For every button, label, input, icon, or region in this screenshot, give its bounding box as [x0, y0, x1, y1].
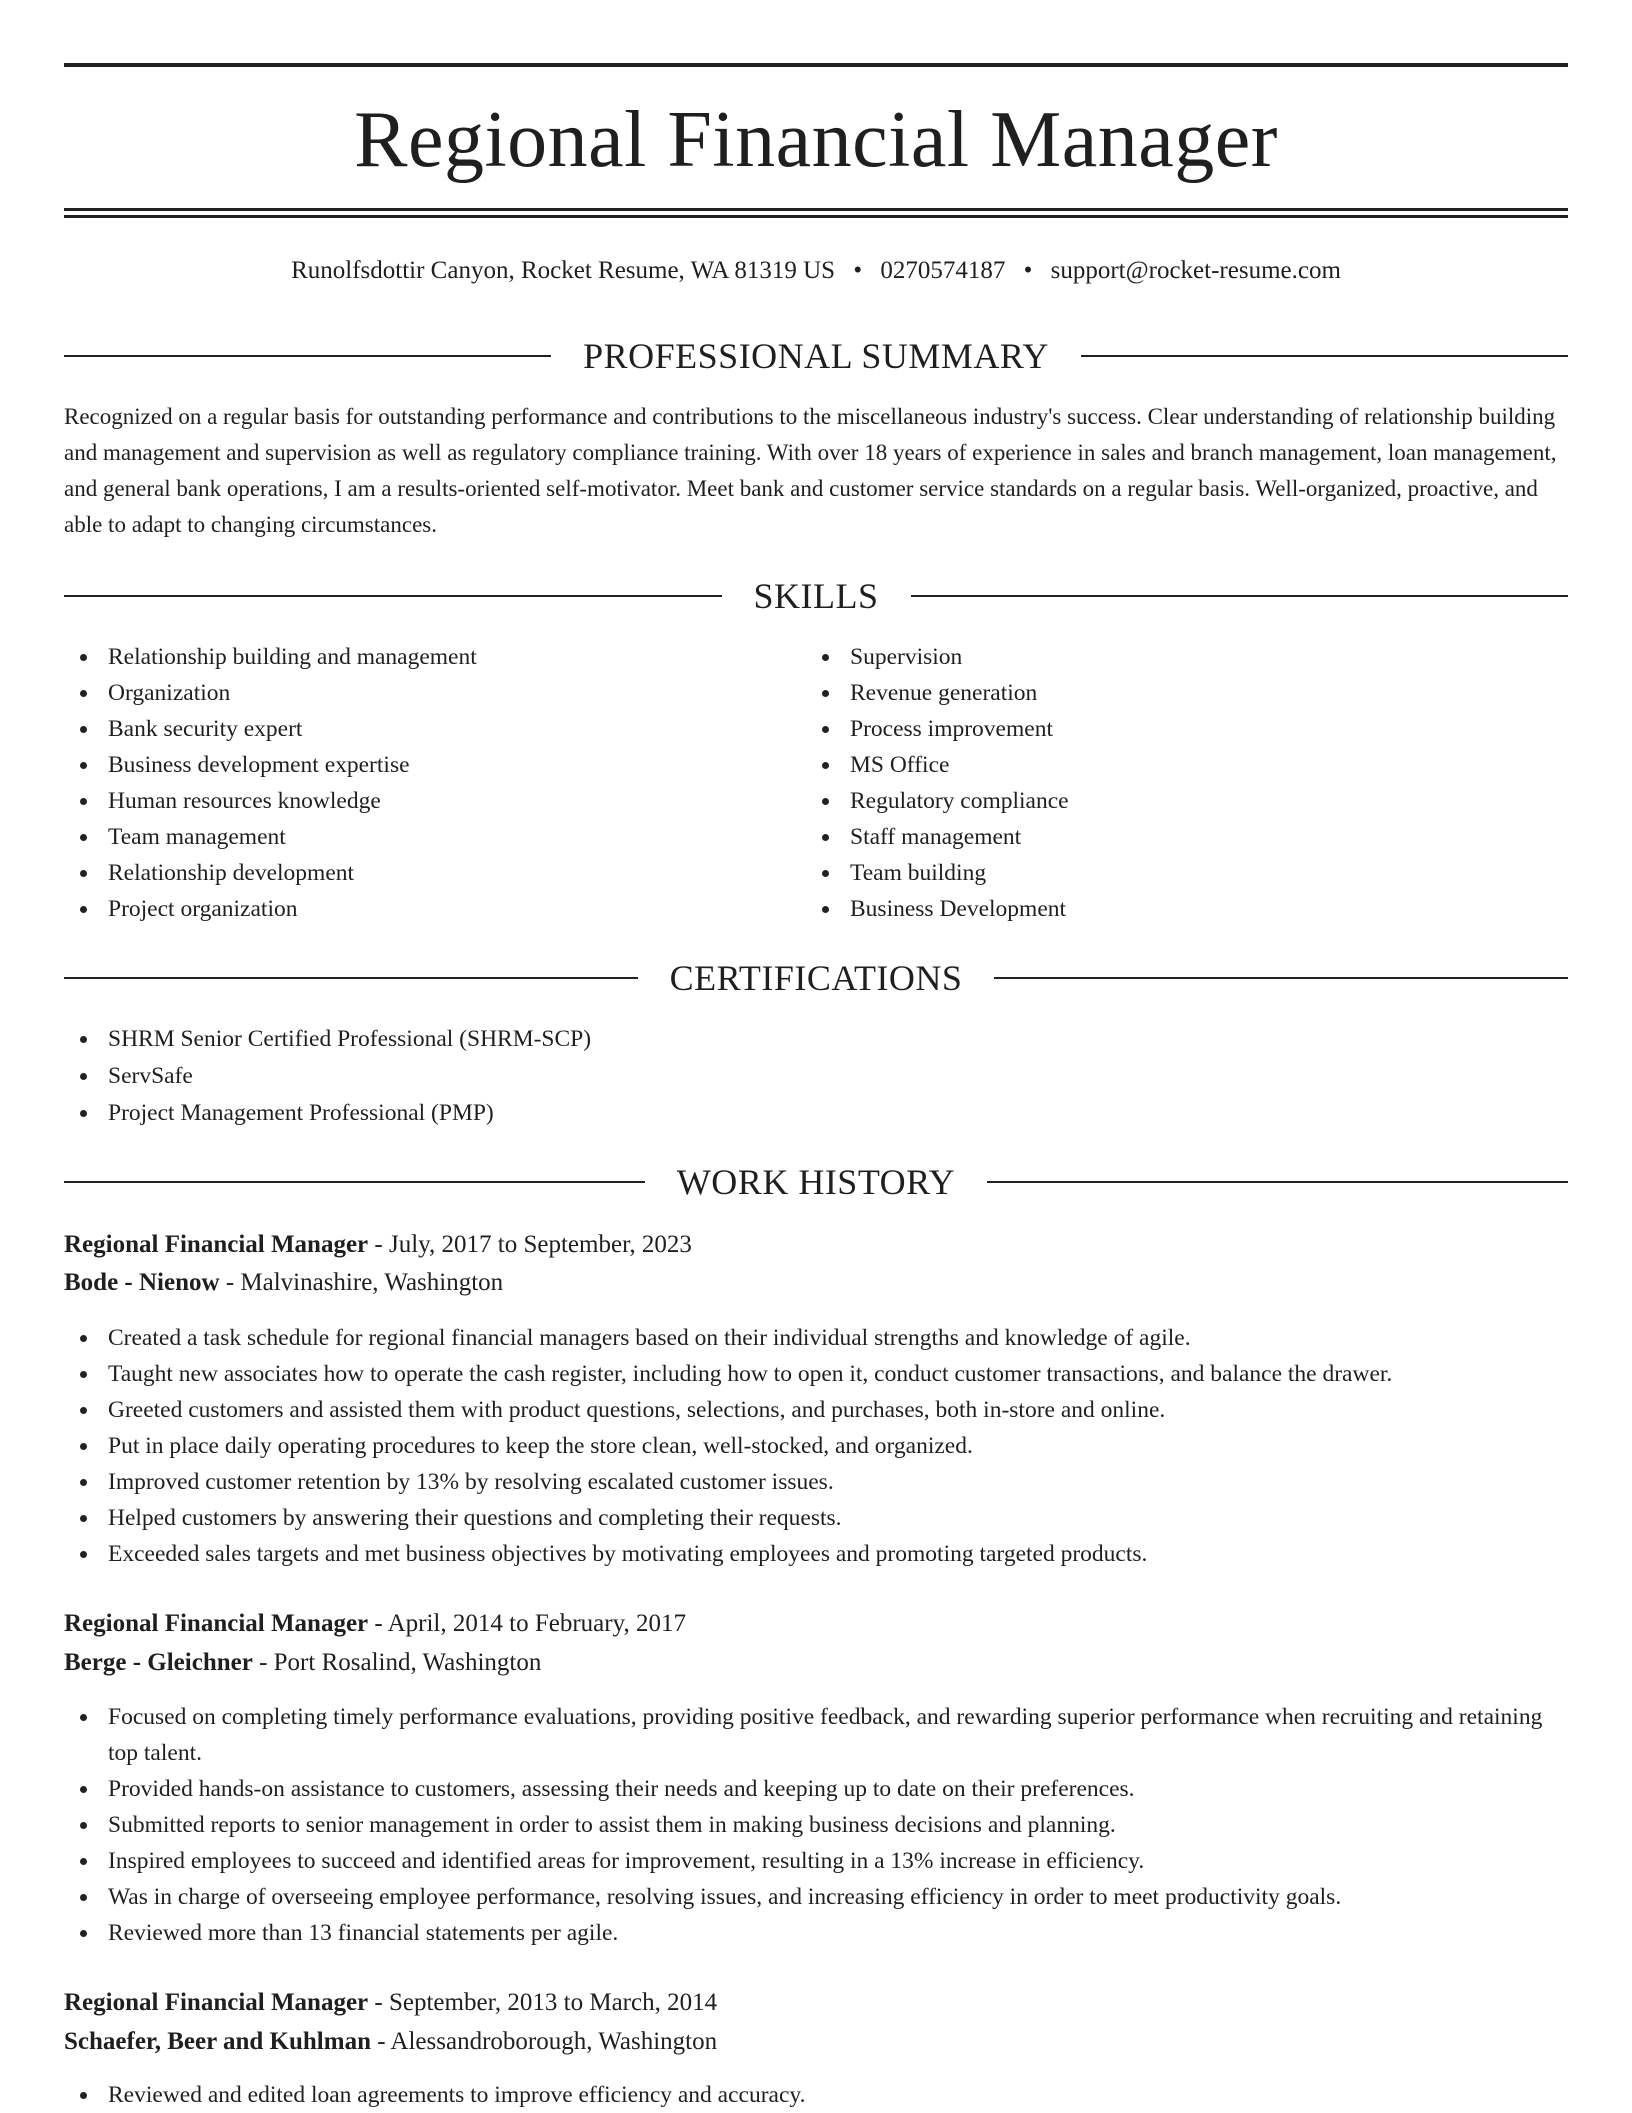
heading-rule-left — [64, 595, 722, 597]
job-bullet: Was in charge of overseeing employee performance, resolving issues, and increasing efficiency in order to meet productivity goals. — [64, 1879, 1568, 1915]
job-bullets — [64, 1320, 1568, 1572]
skill-item: Project organization — [64, 891, 764, 927]
contact-separator: • — [1023, 257, 1033, 284]
job-location: - Port Rosalind, Washington — [252, 1649, 542, 1676]
header-double-rule-upper — [64, 208, 1568, 211]
skills-heading: SKILLS — [753, 576, 879, 616]
job-bullets — [64, 2077, 1568, 2113]
skill-item: Revenue generation — [806, 675, 1506, 711]
job-title-line — [64, 1984, 1568, 2022]
work-history-heading: WORK HISTORY — [676, 1162, 956, 1202]
heading-rule-left — [64, 1181, 645, 1183]
skills-heading-row — [64, 574, 1568, 618]
skill-item: Supervision — [806, 639, 1506, 675]
skill-item: Process improvement — [806, 711, 1506, 747]
skill-item: Bank security expert — [64, 711, 764, 747]
contact-phone: 0270574187 — [880, 257, 1006, 284]
contact-email: support@rocket-resume.com — [1050, 257, 1341, 284]
skills-list-left — [64, 639, 764, 927]
heading-rule-right — [987, 1181, 1568, 1183]
job-bullet: Exceeded sales targets and met business objectives by motivating employees and promoting targeted products. — [64, 1536, 1568, 1572]
skills-list-right — [806, 639, 1506, 927]
job-bullet: Improved customer retention by 13% by resolving escalated customer issues. — [64, 1464, 1568, 1500]
job-bullet: Inspired employees to succeed and identified areas for improvement, resulting in a 13% increase in efficiency. — [64, 1843, 1568, 1879]
job-bullet: Helped customers by answering their questions and completing their requests. — [64, 1500, 1568, 1536]
skill-item: Team building — [806, 855, 1506, 891]
job-bullet: Provided hands-on assistance to customers, assessing their needs and keeping up to date on their preferences. — [64, 1771, 1568, 1807]
certifications-list — [64, 1021, 1568, 1132]
job-bullet: Created a task schedule for regional financial managers based on their individual strengths and knowledge of agile. — [64, 1320, 1568, 1356]
heading-rule-right — [994, 977, 1568, 979]
skill-item: Relationship building and management — [64, 639, 764, 675]
skill-item: Staff management — [806, 819, 1506, 855]
job-title: Regional Financial Manager — [64, 1989, 369, 2016]
job-bullet: Greeted customers and assisted them with product questions, selections, and purchases, both in-store and online. — [64, 1392, 1568, 1428]
job-title: Regional Financial Manager — [64, 1231, 369, 1258]
certifications-heading: CERTIFICATIONS — [669, 958, 963, 998]
heading-rule-left — [64, 355, 551, 357]
skill-item: Business Development — [806, 891, 1506, 927]
summary-heading-row — [64, 334, 1568, 378]
job-location: - Malvinashire, Washington — [219, 1269, 504, 1296]
job-company-line — [64, 2023, 1568, 2061]
job-dates: - July, 2017 to September, 2023 — [368, 1231, 692, 1258]
job-company-line — [64, 1644, 1568, 1682]
work-history-heading-row — [64, 1160, 1568, 1204]
job-title-line — [64, 1605, 1568, 1643]
job-location: - Alessandroborough, Washington — [370, 2028, 718, 2055]
certification-item: Project Management Professional (PMP) — [64, 1095, 1568, 1132]
job-dates: - September, 2013 to March, 2014 — [368, 1989, 718, 2016]
header-double-rule-lower — [64, 215, 1568, 218]
skill-item: Relationship development — [64, 855, 764, 891]
contact-line — [64, 254, 1568, 288]
certification-item: ServSafe — [64, 1058, 1568, 1095]
job-title-line — [64, 1226, 1568, 1264]
heading-rule-right — [1081, 355, 1568, 357]
heading-rule-right — [911, 595, 1569, 597]
summary-text: Recognized on a regular basis for outstanding performance and contributions to the miscellaneous industry's success. Clear understanding of relationship building and management and supervision as well as regulatory compliance training. With over 18 years of experience in sales and branch management, loan management, and general bank operations, I am a results-oriented self-motivator. Meet bank and customer service standards on a regular basis. Well-organized, proactive, and able to adapt to changing circumstances. — [64, 404, 1557, 537]
contact-address: Runolfsdottir Canyon, Rocket Resume, WA 81319 US — [291, 257, 836, 284]
skill-item: Organization — [64, 675, 764, 711]
job-bullet: Reviewed more than 13 financial statements per agile. — [64, 1915, 1568, 1951]
heading-rule-left — [64, 977, 638, 979]
skill-item: MS Office — [806, 747, 1506, 783]
summary-heading: PROFESSIONAL SUMMARY — [583, 336, 1049, 376]
job-dates: - April, 2014 to February, 2017 — [368, 1610, 686, 1637]
skill-item: Regulatory compliance — [806, 783, 1506, 819]
job-bullet: Reviewed and edited loan agreements to improve efficiency and accuracy. — [64, 2077, 1568, 2113]
certifications-heading-row — [64, 956, 1568, 1000]
job-company: Berge - Gleichner — [64, 1649, 253, 1676]
job-bullets — [64, 1699, 1568, 1951]
job-title: Regional Financial Manager — [64, 1610, 369, 1637]
job-company-line — [64, 1264, 1568, 1302]
job-company: Schaefer, Beer and Kuhlman — [64, 2028, 371, 2055]
skill-item: Human resources knowledge — [64, 783, 764, 819]
skill-item: Business development expertise — [64, 747, 764, 783]
header-top-rule — [64, 63, 1568, 67]
job-bullet: Focused on completing timely performance evaluations, providing positive feedback, and rewarding superior performance when recruiting and retaining top talent. — [64, 1699, 1568, 1771]
job-bullet: Submitted reports to senior management in order to assist them in making business decisions and planning. — [64, 1807, 1568, 1843]
certification-item: SHRM Senior Certified Professional (SHRM-SCP) — [64, 1021, 1568, 1058]
job-company: Bode - Nienow — [64, 1269, 220, 1296]
resume-name: Regional Financial Manager — [354, 96, 1278, 184]
job-bullet: Put in place daily operating procedures to keep the store clean, well-stocked, and organized. — [64, 1428, 1568, 1464]
job-bullet: Taught new associates how to operate the cash register, including how to open it, conduct customer transactions, and balance the drawer. — [64, 1356, 1568, 1392]
skill-item: Team management — [64, 819, 764, 855]
contact-separator: • — [853, 257, 863, 284]
